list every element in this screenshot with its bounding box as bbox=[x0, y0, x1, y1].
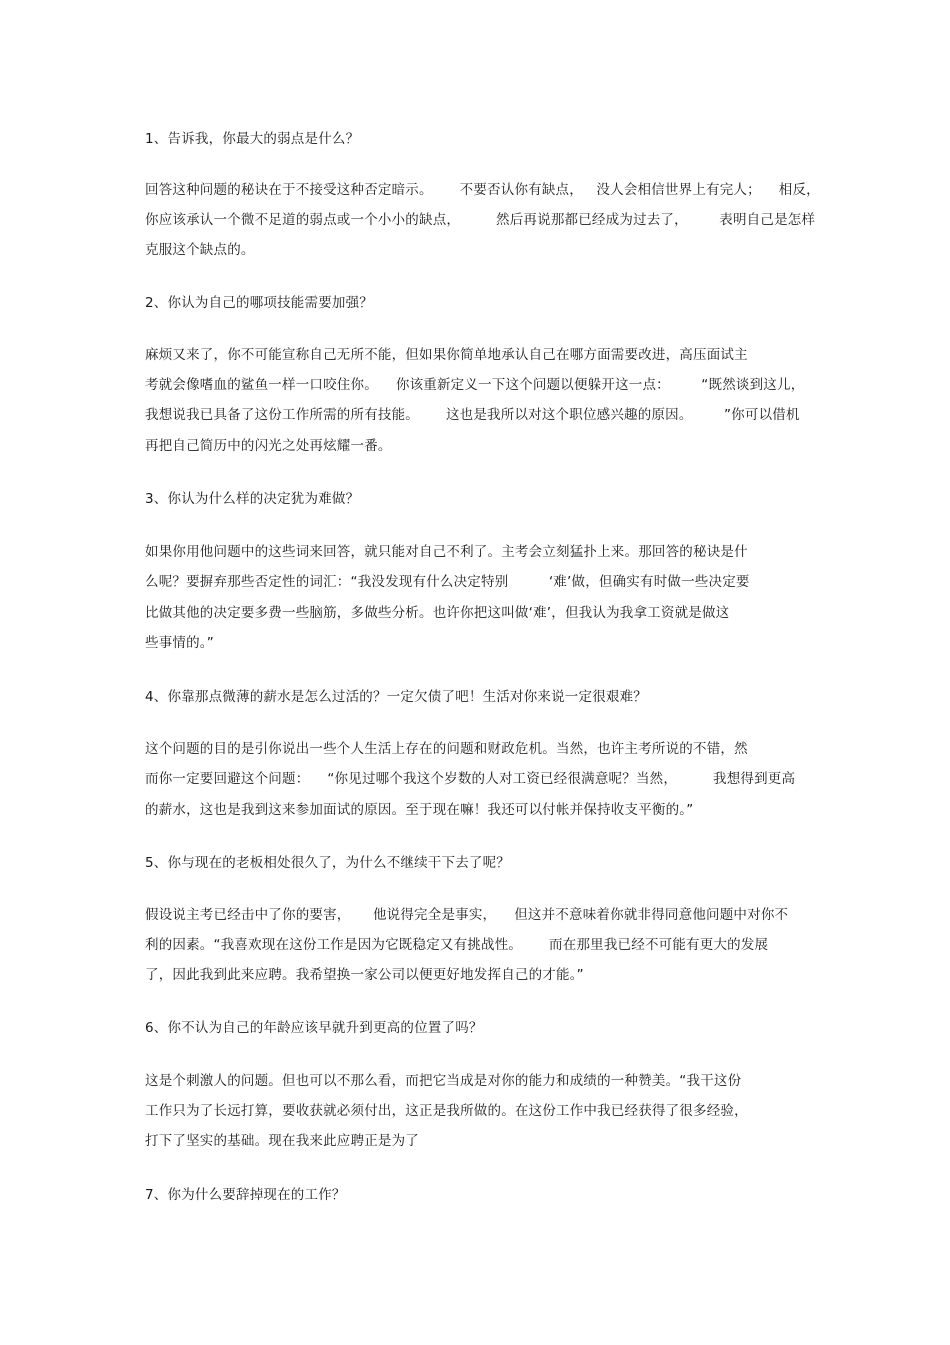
answer-3-line-1: 如果你用他问题中的这些词来回答，就只能对自己不利了。主考会立刻猛扑上来。那回答的秘诀是什 bbox=[145, 544, 748, 560]
answer-4-line-2: 而你一定要回避这个问题： “你见过哪个我这个岁数的人对工资已经很满意呢？当然， 我想得到更高 bbox=[145, 771, 796, 787]
answer-1-line-2: 你应该承认一个微不足道的弱点或一个小小的缺点， 然后再说那都已经成为过去了， 表明自己是怎样 bbox=[145, 212, 816, 228]
question-1: 1、告诉我，你最大的弱点是什么？ bbox=[145, 131, 360, 147]
answer-5-line-2: 利的因素。“我喜欢现在这份工作是因为它既稳定又有挑战性。 而在那里我已经不可能有更大的发展 bbox=[145, 937, 769, 953]
question-4: 4、你靠那点微薄的薪水是怎么过活的？一定欠债了吧！生活对你来说一定很艰难？ bbox=[145, 689, 647, 705]
question-5: 5、你与现在的老板相处很久了，为什么不继续干下去了呢？ bbox=[145, 855, 510, 871]
question-3: 3、你认为什么样的决定犹为难做？ bbox=[145, 491, 360, 507]
question-2: 2、你认为自己的哪项技能需要加强？ bbox=[145, 295, 373, 311]
answer-2-line-4: 再把自己简历中的闪光之处再炫耀一番。 bbox=[145, 438, 392, 454]
answer-2-line-1: 麻烦又来了，你不可能宣称自己无所不能，但如果你简单地承认自己在哪方面需要改进，高压面试主 bbox=[145, 347, 748, 363]
answer-3-line-3: 比做其他的决定要多费一些脑筋，多做些分析。也许你把这叫做‘难’，但我认为我拿工资就是做这 bbox=[145, 605, 730, 621]
answer-3-line-4: 些事情的。” bbox=[145, 635, 214, 651]
answer-4-line-1: 这个问题的目的是引你说出一些个人生活上存在的问题和财政危机。当然，也许主考所说的不错，然 bbox=[145, 741, 748, 757]
question-6: 6、你不认为自己的年龄应该早就升到更高的位置了吗？ bbox=[145, 1020, 483, 1036]
answer-1-line-1: 回答这种问题的秘诀在于不接受这种否定暗示。 不要否认你有缺点， 没人会相信世界上有完人； 相反， bbox=[145, 182, 820, 198]
answer-6-line-3: 打下了坚实的基础。现在我来此应聘正是为了 bbox=[145, 1133, 419, 1149]
answer-6-line-2: 工作只为了长远打算，要收获就必须付出，这正是我所做的。在这份工作中我已经获得了很多经验， bbox=[145, 1103, 748, 1119]
answer-5-line-3: 了，因此我到此来应聘。我希望换一家公司以便更好地发挥自己的才能。” bbox=[145, 967, 584, 983]
answer-1-line-3: 克服这个缺点的。 bbox=[145, 242, 255, 258]
answer-3-line-2: 么呢？要摒弃那些否定性的词汇：“我没发现有什么决定特别 ‘难’做，但确实有时做一些决定要 bbox=[145, 574, 750, 590]
answer-2-line-3: 我想说我已具备了这份工作所需的所有技能。 这也是我所以对这个职位感兴趣的原因。 ”你可以借机 bbox=[145, 407, 800, 423]
question-7: 7、你为什么要辞掉现在的工作？ bbox=[145, 1187, 346, 1203]
answer-2-line-2: 考就会像嗜血的鲨鱼一样一口咬住你。 你该重新定义一下这个问题以便躲开这一点： “既然谈到这儿， bbox=[145, 377, 805, 393]
answer-4-line-3: 的薪水，这也是我到这来参加面试的原因。至于现在嘛！我还可以付帐并保持收支平衡的。” bbox=[145, 802, 694, 818]
answer-6-line-1: 这是个刺激人的问题。但也可以不那么看，而把它当成是对你的能力和成绩的一种赞美。“我干这份 bbox=[145, 1073, 742, 1089]
answer-5-line-1: 假设说主考已经击中了你的要害， 他说得完全是事实， 但这并不意味着你就非得同意他问题中对你不 bbox=[145, 907, 789, 923]
